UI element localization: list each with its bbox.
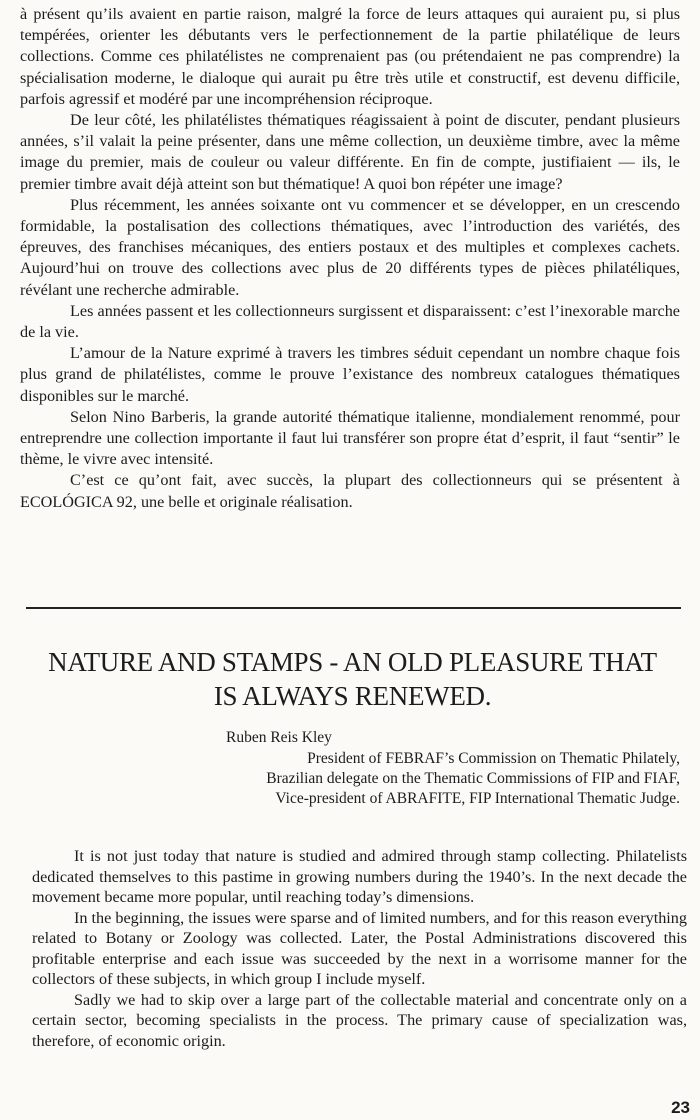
affiliation-line-1: President of FEBRAF’s Commission on Thematic Philately, <box>307 750 680 767</box>
french-text-block <box>20 4 680 513</box>
french-paragraph-2: De leur côté, les philatélistes thématiques réagissaient à point de discuter, pendant plusieurs années, s’il valait la peine présenter, dans une même collection, un deuxième timbre, avec la même image du premier, mais de couleur ou valeur différente. En fin de compte, justifiaient — ils, le premier timbre avait déjà atteint son but thématique! A quoi bon répéter une image? <box>20 111 680 193</box>
affiliation-line-3: Vice-president of ABRAFITE, FIP International Thematic Judge. <box>275 790 680 807</box>
author-affiliation <box>120 749 680 809</box>
english-paragraph-3: Sadly we had to skip over a large part of the collectable material and concentrate only on a certain sector, becoming specialists in the process. The primary cause of specialization was, therefore, of economic origin. <box>32 990 687 1050</box>
french-paragraph-6: Selon Nino Barberis, la grande autorité thématique italienne, mondialement renommé, pour entreprendre une collection importante il faut lui transférer son propre état d’esprit, il faut “sentir” le thème, le vivre avec intensité. <box>20 407 680 469</box>
french-paragraph-3: Plus récemment, les années soixante ont vu commencer et se développer, en un crescendo formidable, la postalisation des collections thématiques, avec l’introduction des variétés, des épreuves, des franchises mécaniques, des entiers postaux et des multiples et complexes cachets. Aujourd’hui on trouve des collections avec plus de 20 différents types de pièces philatéliques, révélant une recherche admirable. <box>20 195 680 299</box>
article-title <box>20 645 685 713</box>
article-title-line-1: NATURE AND STAMPS - AN OLD PLEASURE THAT <box>48 647 657 677</box>
french-paragraph-4: Les années passent et les collectionneurs surgissent et disparaissent: c’est l’inexorable marche de la vie. <box>20 301 680 342</box>
article-author: Ruben Reis Kley <box>226 729 332 746</box>
article-title-line-2: IS ALWAYS RENEWED. <box>213 681 492 711</box>
french-paragraph-1: à présent qu’ils avaient en partie raison, malgré la force de leurs attaques qui auraient pu, si plus tempérées, orienter les débutants vers le perfectionnement de la partie philatélique de leurs collections. Comme ces philatélistes ne comprenaient pas (ou prétendaient ne pas comprendre) la spécialisation moderne, le dialoque qui aurait pu être très utile et constructif, est devenu difficile, parfois agressif et modéré par une incompréhension réciproque. <box>20 5 680 108</box>
section-divider <box>26 607 681 609</box>
french-paragraph-5: L’amour de la Nature exprimé à travers les timbres séduit cependant un nombre chaque fois plus grand de philatélistes, comme le prouve l’existance des nombreux catalogues thématiques disponibles sur le marché. <box>20 344 680 405</box>
page-number: 23 <box>671 1098 690 1117</box>
english-text-block <box>32 846 687 1051</box>
english-paragraph-1: It is not just today that nature is studied and admired through stamp collecting. Philatelists dedicated themselves to this pastime in growing numbers during the 1940’s. In the next decade the movement became more popular, until reaching today’s dimensions. <box>32 847 687 906</box>
french-paragraph-7: C’est ce qu’ont fait, avec succès, la plupart des collectionneurs qui se présentent à ECOLÓGICA 92, une belle et originale réalisation. <box>20 471 680 511</box>
affiliation-line-2: Brazilian delegate on the Thematic Commissions of FIP and FIAF, <box>266 770 680 787</box>
english-paragraph-2: In the beginning, the issues were sparse and of limited numbers, and for this reason everything related to Botany or Zoology was collected. Later, the Postal Administrations discovered this profitable enterprise and each issue was succeeded by the next in a worrisome manner for the collectors of these subjects, in which group I include myself. <box>32 908 687 988</box>
